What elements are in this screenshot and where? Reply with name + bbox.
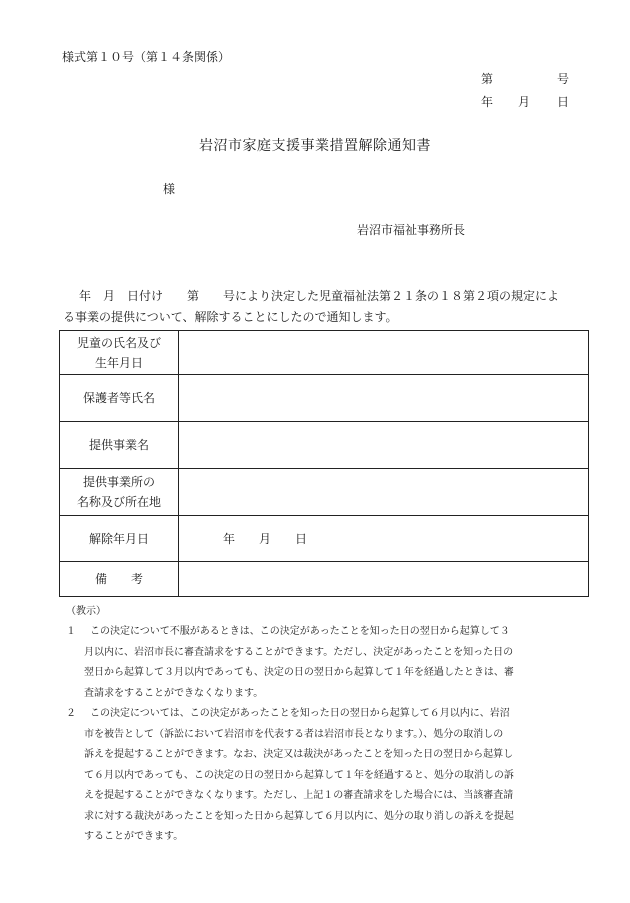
row-label-remarks: 備 考	[60, 562, 179, 597]
info-table	[59, 330, 589, 597]
table-row	[60, 422, 589, 469]
row-label-service: 提供事業名	[60, 422, 179, 469]
row-value-provider[interactable]	[179, 469, 589, 516]
body-line-1: 年 月 日付け 第 号により決定した児童福祉法第２１条の１８第２項の規定によ	[79, 289, 560, 303]
row-value-guardian[interactable]	[179, 375, 589, 422]
row-value-cancel-date[interactable]: 年 月 日	[179, 516, 589, 562]
form-number: 様式第１０号（第１４条関係）	[62, 50, 231, 64]
table-row	[60, 516, 589, 562]
row-label-child: 児童の氏名及び 生年月日	[60, 331, 179, 375]
recipient-suffix: 様	[163, 182, 176, 196]
row-label-cancel-date: 解除年月日	[60, 516, 179, 562]
instruction-item-2: ２ この決定については、この決定があったことを知った日の翌日から起算して６月以内に、岩沼 市を被告として（訴訟において岩沼市を代表する者は岩沼市長となります。）、処分の取消しの 訴えを提起することができます。なお、決定又は裁決があったことを知った日の翌日から起算し て６月以内であっても、この決定の日の翌日から起算して１年を経過すると、処分の取消しの訴 えを提起することができなくなります。ただし、上記１の審査請求をした場合には、当該審査請 求に対する裁決があったことを知った日から起算して６月以内に、処分の取り消しの訴えを提起 することができます。	[66, 704, 566, 848]
doc-number-prefix: 第	[481, 72, 494, 86]
body-line-2: る事業の提供について、解除することにしたので通知します。	[63, 310, 398, 324]
date-day: 日	[557, 95, 570, 109]
table-row	[60, 375, 589, 422]
doc-number-suffix: 号	[557, 72, 570, 86]
instructions-list	[66, 622, 566, 848]
instructions-heading: （教示）	[66, 606, 106, 617]
table-row	[60, 562, 589, 597]
table-row	[60, 469, 589, 516]
row-label-provider: 提供事業所の 名称及び所在地	[60, 469, 179, 516]
row-value-child[interactable]	[179, 331, 589, 375]
instruction-item-1: １ この決定について不服があるときは、この決定があったことを知った日の翌日から起算して３ 月以内に、岩沼市長に審査請求をすることができます。ただし、決定があったことを知った日の 翌日から起算して３月以内であっても、決定の日の翌日から起算して１年を経過したときは、審 査請求をすることができなくなります。	[66, 622, 566, 704]
document-title: 岩沼市家庭支援事業措置解除通知書	[199, 138, 431, 154]
instruction-number: ２	[66, 708, 76, 719]
date-year: 年	[481, 95, 494, 109]
issuer: 岩沼市福祉事務所長	[357, 223, 466, 237]
row-label-guardian: 保護者等氏名	[60, 375, 179, 422]
row-value-remarks[interactable]	[179, 562, 589, 597]
table-row	[60, 331, 589, 375]
row-value-service[interactable]	[179, 422, 589, 469]
date-month: 月	[518, 95, 531, 109]
instruction-number: １	[66, 626, 76, 637]
